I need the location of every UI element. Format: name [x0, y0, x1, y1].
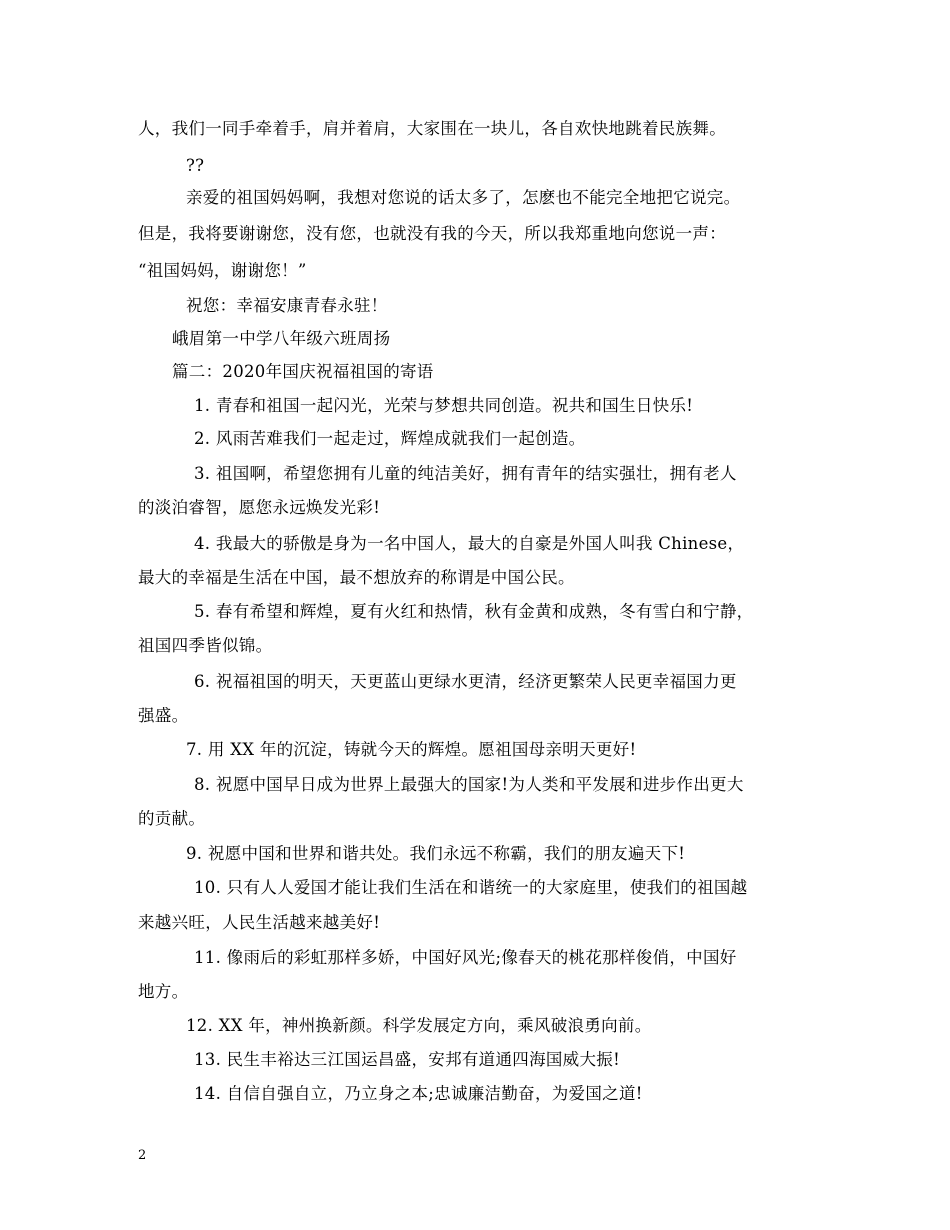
list-item-continuation: 最大的幸福是生活在中国，最不想放弃的称谓是中国公民。: [138, 568, 575, 587]
list-item: 14. 自信自强自立，乃立身之本;忠诚廉洁勤奋，为爱国之道!: [194, 1084, 643, 1103]
list-item-continuation: 地方。: [138, 982, 189, 1001]
list-item: 7. 用 XX 年的沉淀，铸就今天的辉煌。愿祖国母亲明天更好!: [186, 740, 637, 759]
list-item-continuation: 的淡泊睿智，愿您永远焕发光彩!: [138, 498, 381, 517]
list-item: 13. 民生丰裕达三江国运昌盛，安邦有道通四海国威大振!: [194, 1050, 621, 1069]
text-line: 但是，我将要谢谢您，没有您，也就没有我的今天，所以我郑重地向您说一声：: [138, 224, 726, 243]
list-item: 6. 祝福祖国的明天，天更蓝山更绿水更清，经济更繁荣人民更幸福国力更: [194, 672, 737, 691]
page-number: 2: [138, 1148, 147, 1163]
text-line: 人，我们一同手牵着手，肩并着肩，大家围在一块儿，各自欢快地跳着民族舞。: [138, 119, 726, 138]
list-item: 11. 像雨后的彩虹那样多娇，中国好风光;像春天的桃花那样俊俏，中国好: [194, 948, 737, 967]
section-heading: 篇二：2020年国庆祝福祖国的寄语: [172, 362, 434, 381]
list-item: 1. 青春和祖国一起闪光，光荣与梦想共同创造。祝共和国生日快乐!: [194, 396, 694, 415]
list-item: 10. 只有人人爱国才能让我们生活在和谐统一的大家庭里，使我们的祖国越: [194, 878, 748, 897]
list-item: 4. 我最大的骄傲是身为一名中国人，最大的自豪是外国人叫我 Chinese，: [194, 534, 745, 553]
list-item-continuation: 来越兴旺，人民生活越来越美好!: [138, 913, 381, 932]
text-line: “祖国妈妈，谢谢您！”: [138, 261, 307, 280]
list-item-continuation: 的贡献。: [138, 809, 206, 828]
list-item: 3. 祖国啊，希望您拥有儿童的纯洁美好，拥有青年的结实强壮，拥有老人: [194, 464, 737, 483]
text-line: 祝您：幸福安康青春永驻！: [186, 296, 388, 315]
list-item: 9. 祝愿中国和世界和谐共处。我们永远不称霸，我们的朋友遍天下!: [186, 844, 686, 863]
list-item: 8. 祝愿中国早日成为世界上最强大的国家!为人类和平发展和进步作出更大: [194, 775, 744, 794]
text-line: 亲爱的祖国妈妈啊，我想对您说的话太多了，怎麽也不能完全地把它说完。: [186, 188, 741, 207]
signature-line: 峨眉第一中学八年级六班周扬: [172, 329, 391, 348]
list-item: 12. XX 年，神州换新颜。科学发展定方向，乘风破浪勇向前。: [186, 1016, 652, 1035]
list-item: 2. 风雨苦难我们一起走过，辉煌成就我们一起创造。: [194, 429, 586, 448]
list-item-continuation: 强盛。: [138, 706, 189, 725]
list-item-continuation: 祖国四季皆似锦。: [138, 636, 273, 655]
text-line: ??: [186, 156, 205, 175]
list-item: 5. 春有希望和辉煌，夏有火红和热情，秋有金黄和成熟，冬有雪白和宁静，: [194, 602, 754, 621]
